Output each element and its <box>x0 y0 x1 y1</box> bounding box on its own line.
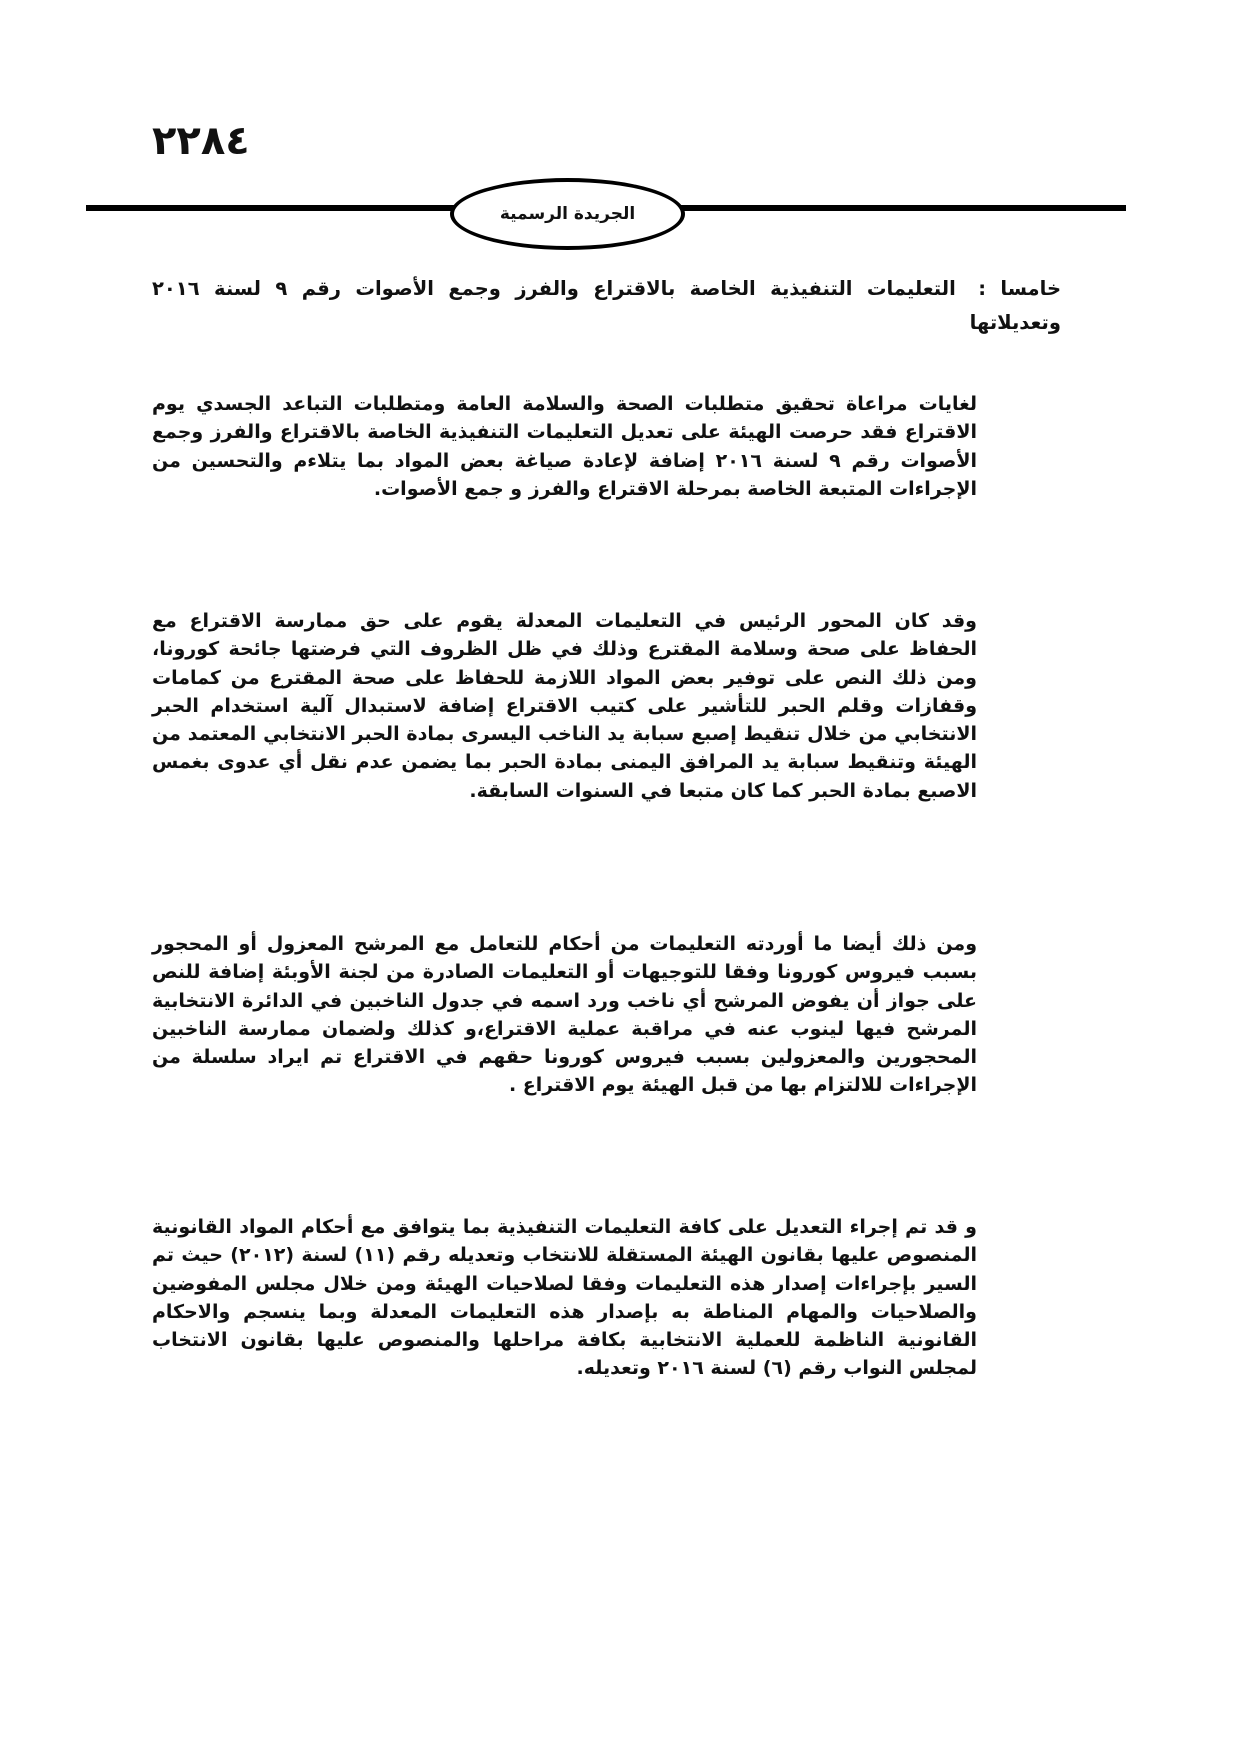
paragraph-isolated-candidate: ومن ذلك أيضا ما أوردته التعليمات من أحكام للتعامل مع المرشح المعزول أو المحجور بسبب فيروس كورونا وفقا للتوجيهات أو التعليمات الصادرة من لجنة الأوبئة إضافة للنص على جواز أن يفوض المرشح أي ناخب ورد اسمه في جدول الناخبين في الدائرة الانتخابية المرشح فيها لينوب عنه في مراقبة عملية الاقتراع،و كذلك ولضمان ممارسة الناخبين المحجورين والمعزولين بسبب فيروس كورونا حقهم في الاقتراع تم ايراد سلسلة من الإجراءات للالتزام بها من قبل الهيئة يوم الاقتراع . <box>152 933 977 1097</box>
header-oval <box>450 178 685 250</box>
page-number: ٢٢٨٤ <box>152 118 250 164</box>
paragraph-main-axis: وقد كان المحور الرئيس في التعليمات المعدلة يقوم على حق ممارسة الاقتراع مع الحفاظ على صحة وسلامة المقترع وذلك في ظل الظروف التي فرضتها جائحة كورونا، ومن ذلك النص على توفير بعض المواد اللازمة للحفاظ على صحة المقترع من كمامات وقفازات وقلم الحبر للتأشير على كتيب الاقتراع إضافة لاستبدال آلية استخدام الحبر الانتخابي من خلال تنقيط إصبع سبابة يد الناخب اليسرى بمادة الحبر الانتخابي المعتمد من الهيئة وتنقيط سبابة يد المرافق اليمنى بمادة الحبر بما يضمن عدم نقل أي عدوى بغمس الاصبع بمادة الحبر كما كان متبعا في السنوات السابقة. <box>152 610 977 802</box>
section-title: التعليمات التنفيذية الخاصة بالاقتراع والفرز وجمع الأصوات رقم ٩ لسنة ٢٠١٦ وتعديلاتها <box>152 277 1061 334</box>
paragraph-legal-amendment: و قد تم إجراء التعديل على كافة التعليمات التنفيذية بما يتوافق مع أحكام المواد القانونية المنصوص عليها بقانون الهيئة المستقلة للانتخاب وتعديله رقم (١١) لسنة (٢٠١٢) حيث تم السير بإجراءات إصدار هذه التعليمات وفقا لصلاحيات الهيئة ومن خلال مجلس المفوضين والصلاحيات والمهام المناطة به بإصدار هذه التعليمات المعدلة وبما ينسجم والاحكام القانونية الناظمة للعملية الانتخابية بكافة مراحلها والمنصوص عليها بقانون الانتخاب لمجلس النواب رقم (٦) لسنة ٢٠١٦ وتعديله. <box>152 1216 978 1380</box>
section-heading <box>152 272 1061 340</box>
section-label: خامسا : <box>978 277 1062 300</box>
paragraph-health-requirements: لغايات مراعاة تحقيق متطلبات الصحة والسلامة العامة ومتطلبات التباعد الجسدي يوم الاقتراع فقد حرصت الهيئة على تعديل التعليمات التنفيذية الخاصة بالاقتراع والفرز وجمع الأصوات رقم ٩ لسنة ٢٠١٦ إضافة لإعادة صياغة بعض المواد بما يتلاءم والتحسين من الإجراءات المتبعة الخاصة بمرحلة الاقتراع والفرز و جمع الأصوات. <box>152 393 977 500</box>
gazette-title: الجريدة الرسمية <box>499 204 636 224</box>
